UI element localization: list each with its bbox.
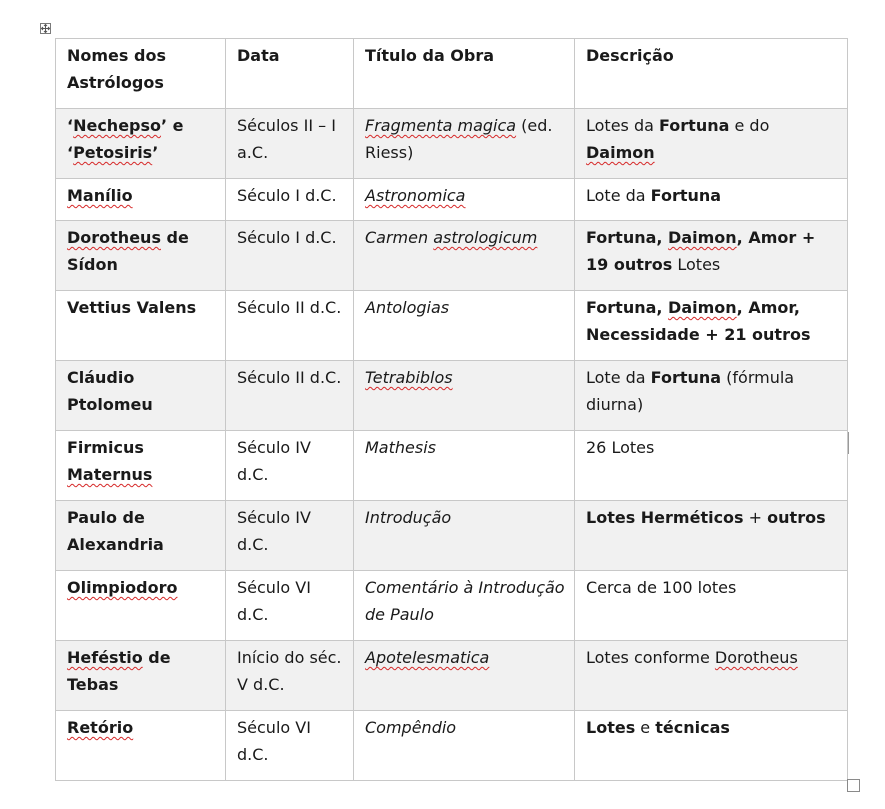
header-row <box>56 39 848 109</box>
date-cell[interactable] <box>226 571 354 641</box>
description-cell[interactable] <box>575 571 848 641</box>
date-cell[interactable] <box>226 431 354 501</box>
astrologer-name-cell[interactable] <box>56 221 226 291</box>
description-text: Lotes <box>586 718 636 737</box>
header-desc-text: Descrição <box>586 46 674 65</box>
description-text: Fortuna <box>650 186 722 205</box>
description-text: e <box>635 718 656 737</box>
astrologer-name-text: Heféstio <box>67 648 143 667</box>
description-text: , <box>656 228 669 247</box>
description-text: + <box>743 508 768 527</box>
work-title-cell[interactable] <box>354 221 575 291</box>
astrologer-name-text: Petosiris <box>73 143 153 162</box>
description-text: Lotes da <box>586 116 660 135</box>
work-title-text: Compêndio <box>365 718 457 737</box>
date-cell[interactable] <box>226 361 354 431</box>
work-title-cell[interactable] <box>354 641 575 711</box>
date-cell[interactable] <box>226 221 354 291</box>
astrologer-name-cell[interactable] <box>56 501 226 571</box>
astrologer-name-cell[interactable] <box>56 179 226 221</box>
astrologer-name-cell[interactable] <box>56 711 226 781</box>
date-text: Século II d.C. <box>237 368 342 387</box>
description-cell[interactable] <box>575 179 848 221</box>
astrologers-table <box>55 38 848 781</box>
astrologer-name-cell[interactable] <box>56 431 226 501</box>
header-title-text: Título da Obra <box>365 46 495 65</box>
description-text: , <box>656 298 669 317</box>
date-text: Século II d.C. <box>237 298 342 317</box>
description-cell[interactable] <box>575 641 848 711</box>
date-text: Séculos II – I a.C. <box>237 116 336 162</box>
work-title-cell[interactable] <box>354 571 575 641</box>
work-title-text: Tetrabiblos <box>365 368 453 387</box>
work-title-text: Astronomica <box>365 186 466 205</box>
astrologer-name-text: Maternus <box>67 465 153 484</box>
header-cell-name[interactable] <box>56 39 226 109</box>
description-cell[interactable] <box>575 109 848 179</box>
description-text: Lote da <box>586 186 651 205</box>
table-row <box>56 501 848 571</box>
description-text: outros <box>767 508 826 527</box>
description-text: Fortuna <box>586 228 657 247</box>
work-title-text: Introdução <box>365 508 452 527</box>
date-text: Século I d.C. <box>237 228 337 247</box>
work-title-text: Apotelesmatica <box>365 648 490 667</box>
header-cell-title[interactable] <box>354 39 575 109</box>
work-title-text: Comentário à Introdução de Paulo <box>365 578 565 624</box>
work-title-cell[interactable] <box>354 179 575 221</box>
astrologer-name-text: de Tebas <box>67 648 171 694</box>
description-text: Lote da <box>586 368 651 387</box>
move-arrows-icon <box>41 24 50 33</box>
description-text: , Amor, Necessidade + 21 outros <box>586 298 811 344</box>
astrologer-name-text: ‘ <box>67 116 74 135</box>
table-row <box>56 711 848 781</box>
description-cell[interactable] <box>575 431 848 501</box>
description-text: Fortuna <box>586 298 657 317</box>
description-text: Lotes conforme <box>586 648 715 667</box>
description-text: Fortuna <box>659 116 730 135</box>
work-title-text: Antologias <box>365 298 450 317</box>
description-text: Lotes Herméticos <box>586 508 744 527</box>
header-date-text: Data <box>237 46 280 65</box>
date-cell[interactable] <box>226 711 354 781</box>
astrologer-name-text: de Sídon <box>67 228 189 274</box>
table-row <box>56 291 848 361</box>
table-row <box>56 431 848 501</box>
date-text: Século IV d.C. <box>237 438 311 484</box>
astrologer-name-text: Cláudio Ptolomeu <box>67 368 153 414</box>
work-title-text: Carmen <box>365 228 434 247</box>
date-cell[interactable] <box>226 501 354 571</box>
table-row <box>56 179 848 221</box>
description-text: Fortuna <box>650 368 722 387</box>
astrologer-name-text: Retório <box>67 718 134 737</box>
description-text: Daimon <box>668 228 737 247</box>
astrologer-name-cell[interactable] <box>56 571 226 641</box>
date-text: Início do séc. V d.C. <box>237 648 342 694</box>
date-text: Século VI d.C. <box>237 718 311 764</box>
table-row <box>56 221 848 291</box>
description-text: , Amor + 19 outros <box>586 228 816 274</box>
work-title-cell[interactable] <box>354 501 575 571</box>
astrologer-name-text: Dorotheus <box>67 228 161 247</box>
table-move-handle[interactable] <box>40 23 51 34</box>
work-title-text: Fragmenta magica <box>365 116 517 135</box>
date-cell[interactable] <box>226 291 354 361</box>
astrologer-name-text: Paulo de Alexandria <box>67 508 164 554</box>
astrologer-name-text: Manílio <box>67 186 133 205</box>
header-cell-date[interactable] <box>226 39 354 109</box>
description-cell[interactable] <box>575 711 848 781</box>
description-text: e do <box>729 116 770 135</box>
work-title-cell[interactable] <box>354 711 575 781</box>
astrologer-name-text: Olimpiodoro <box>67 578 178 597</box>
table-row <box>56 641 848 711</box>
description-cell[interactable] <box>575 501 848 571</box>
description-text: Lotes <box>672 255 721 274</box>
astrologer-name-text: ’ e ‘ <box>67 116 184 162</box>
description-text: Daimon <box>668 298 737 317</box>
description-text: 26 Lotes <box>586 438 655 457</box>
astrologer-name-text: Vettius Valens <box>67 298 197 317</box>
work-title-cell[interactable] <box>354 361 575 431</box>
work-title-text: astrologicum <box>433 228 538 247</box>
description-cell[interactable] <box>575 291 848 361</box>
date-text: Século VI d.C. <box>237 578 311 624</box>
date-cell[interactable] <box>226 641 354 711</box>
header-name-text: Nomes dos Astrólogos <box>67 46 166 92</box>
work-title-text: Mathesis <box>365 438 436 457</box>
work-title-cell[interactable] <box>354 431 575 501</box>
astrologer-name-text: ’ <box>152 143 159 162</box>
description-text: Dorotheus <box>714 648 798 667</box>
astrologer-name-text: Firmicus <box>67 438 144 457</box>
description-text: técnicas <box>655 718 730 737</box>
description-cell[interactable] <box>575 361 848 431</box>
astrologer-name-cell[interactable] <box>56 361 226 431</box>
work-title-text: (ed. Riess) <box>365 116 553 162</box>
table-resize-handle[interactable] <box>847 779 860 792</box>
table-row <box>56 571 848 641</box>
astrologer-name-cell[interactable] <box>56 291 226 361</box>
text-cursor <box>848 432 849 454</box>
date-text: Século I d.C. <box>237 186 337 205</box>
date-cell[interactable] <box>226 109 354 179</box>
description-text: Cerca de 100 lotes <box>586 578 737 597</box>
description-cell[interactable] <box>575 221 848 291</box>
astrologer-name-cell[interactable] <box>56 641 226 711</box>
table-row <box>56 361 848 431</box>
description-text: Daimon <box>586 143 655 162</box>
astrologer-name-text: Nechepso <box>73 116 162 135</box>
date-cell[interactable] <box>226 179 354 221</box>
table-row <box>56 109 848 179</box>
work-title-cell[interactable] <box>354 291 575 361</box>
description-text: (fórmula diurna) <box>586 368 795 414</box>
work-title-cell[interactable] <box>354 109 575 179</box>
date-text: Século IV d.C. <box>237 508 311 554</box>
header-cell-desc[interactable] <box>575 39 848 109</box>
astrologer-name-cell[interactable] <box>56 109 226 179</box>
